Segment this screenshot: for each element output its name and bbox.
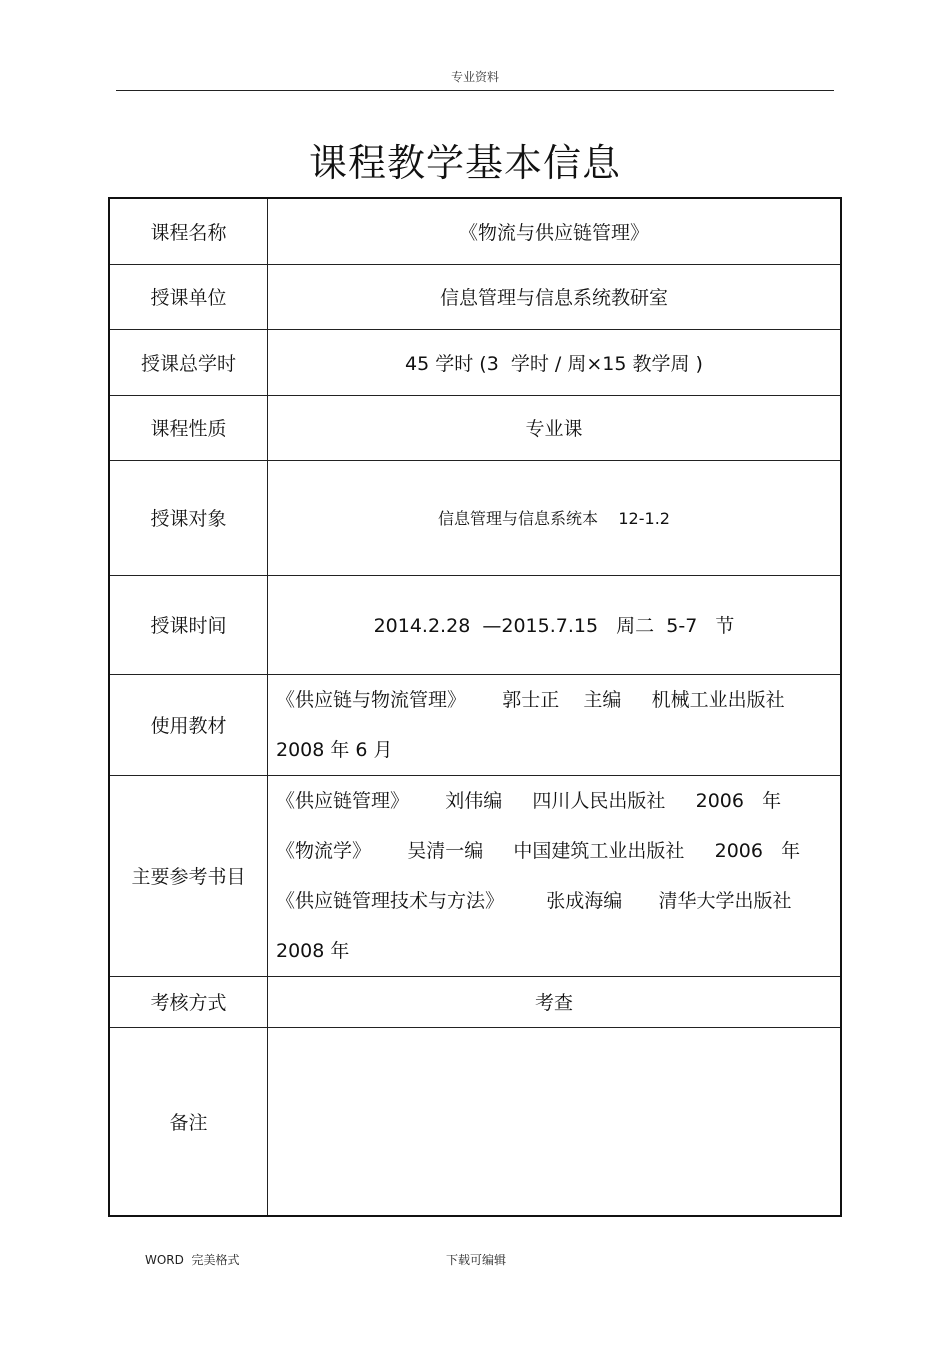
table-row-assessment bbox=[109, 976, 841, 1027]
reference-line: 《供应链管理》 刘伟编 四川人民出版社 2006 年 bbox=[276, 789, 782, 812]
row-value bbox=[268, 1027, 842, 1216]
course-info-table bbox=[108, 197, 842, 1217]
table-row-course-name bbox=[109, 198, 841, 264]
document-title: 课程教学基本信息 bbox=[308, 141, 621, 185]
table-row-remarks bbox=[109, 1027, 841, 1216]
table-row-teaching-unit bbox=[109, 264, 841, 329]
table-row-audience bbox=[109, 460, 841, 575]
reference-line: 《物流学》 吴清一编 中国建筑工业出版社 2006 年 bbox=[276, 839, 801, 862]
row-label: 授课时间 bbox=[109, 575, 268, 674]
row-value: 信息管理与信息系统本 12-1.2 bbox=[268, 460, 842, 575]
row-value bbox=[268, 674, 842, 775]
table-row-total-hours bbox=[109, 329, 841, 395]
row-label: 授课总学时 bbox=[109, 329, 268, 395]
row-label: 授课单位 bbox=[109, 264, 268, 329]
row-label: 课程性质 bbox=[109, 395, 268, 460]
textbook-line: 2008 年 6 月 bbox=[276, 738, 393, 761]
row-value: 《物流与供应链管理》 bbox=[268, 198, 842, 264]
reference-line: 《供应链管理技术与方法》 张成海编 清华大学出版社 bbox=[276, 889, 792, 912]
row-label: 主要参考书目 bbox=[109, 775, 268, 976]
row-value: 专业课 bbox=[268, 395, 842, 460]
row-label: 备注 bbox=[109, 1027, 268, 1216]
row-label: 使用教材 bbox=[109, 674, 268, 775]
table-row-schedule bbox=[109, 575, 841, 674]
row-value: 45 学时 (3 学时 / 周×15 教学周 ) bbox=[268, 329, 842, 395]
row-value: 2014.2.28 —2015.7.15 周二 5-7 节 bbox=[268, 575, 842, 674]
header-divider bbox=[116, 90, 834, 91]
textbook-line: 《供应链与物流管理》 郭士正 主编 机械工业出版社 bbox=[276, 688, 785, 711]
footer-left-text: WORD 完美格式 bbox=[145, 1253, 240, 1267]
row-label: 考核方式 bbox=[109, 976, 268, 1027]
footer-right-text: 下载可编辑 bbox=[446, 1253, 507, 1267]
row-label: 授课对象 bbox=[109, 460, 268, 575]
row-value: 考查 bbox=[268, 976, 842, 1027]
table-row-course-nature bbox=[109, 395, 841, 460]
row-value bbox=[268, 775, 842, 976]
row-value: 信息管理与信息系统教研室 bbox=[268, 264, 842, 329]
page-header-text: 专业资料 bbox=[450, 70, 499, 84]
reference-line: 2008 年 bbox=[276, 939, 350, 962]
row-label: 课程名称 bbox=[109, 198, 268, 264]
table-row-references bbox=[109, 775, 841, 976]
table-row-textbook bbox=[109, 674, 841, 775]
